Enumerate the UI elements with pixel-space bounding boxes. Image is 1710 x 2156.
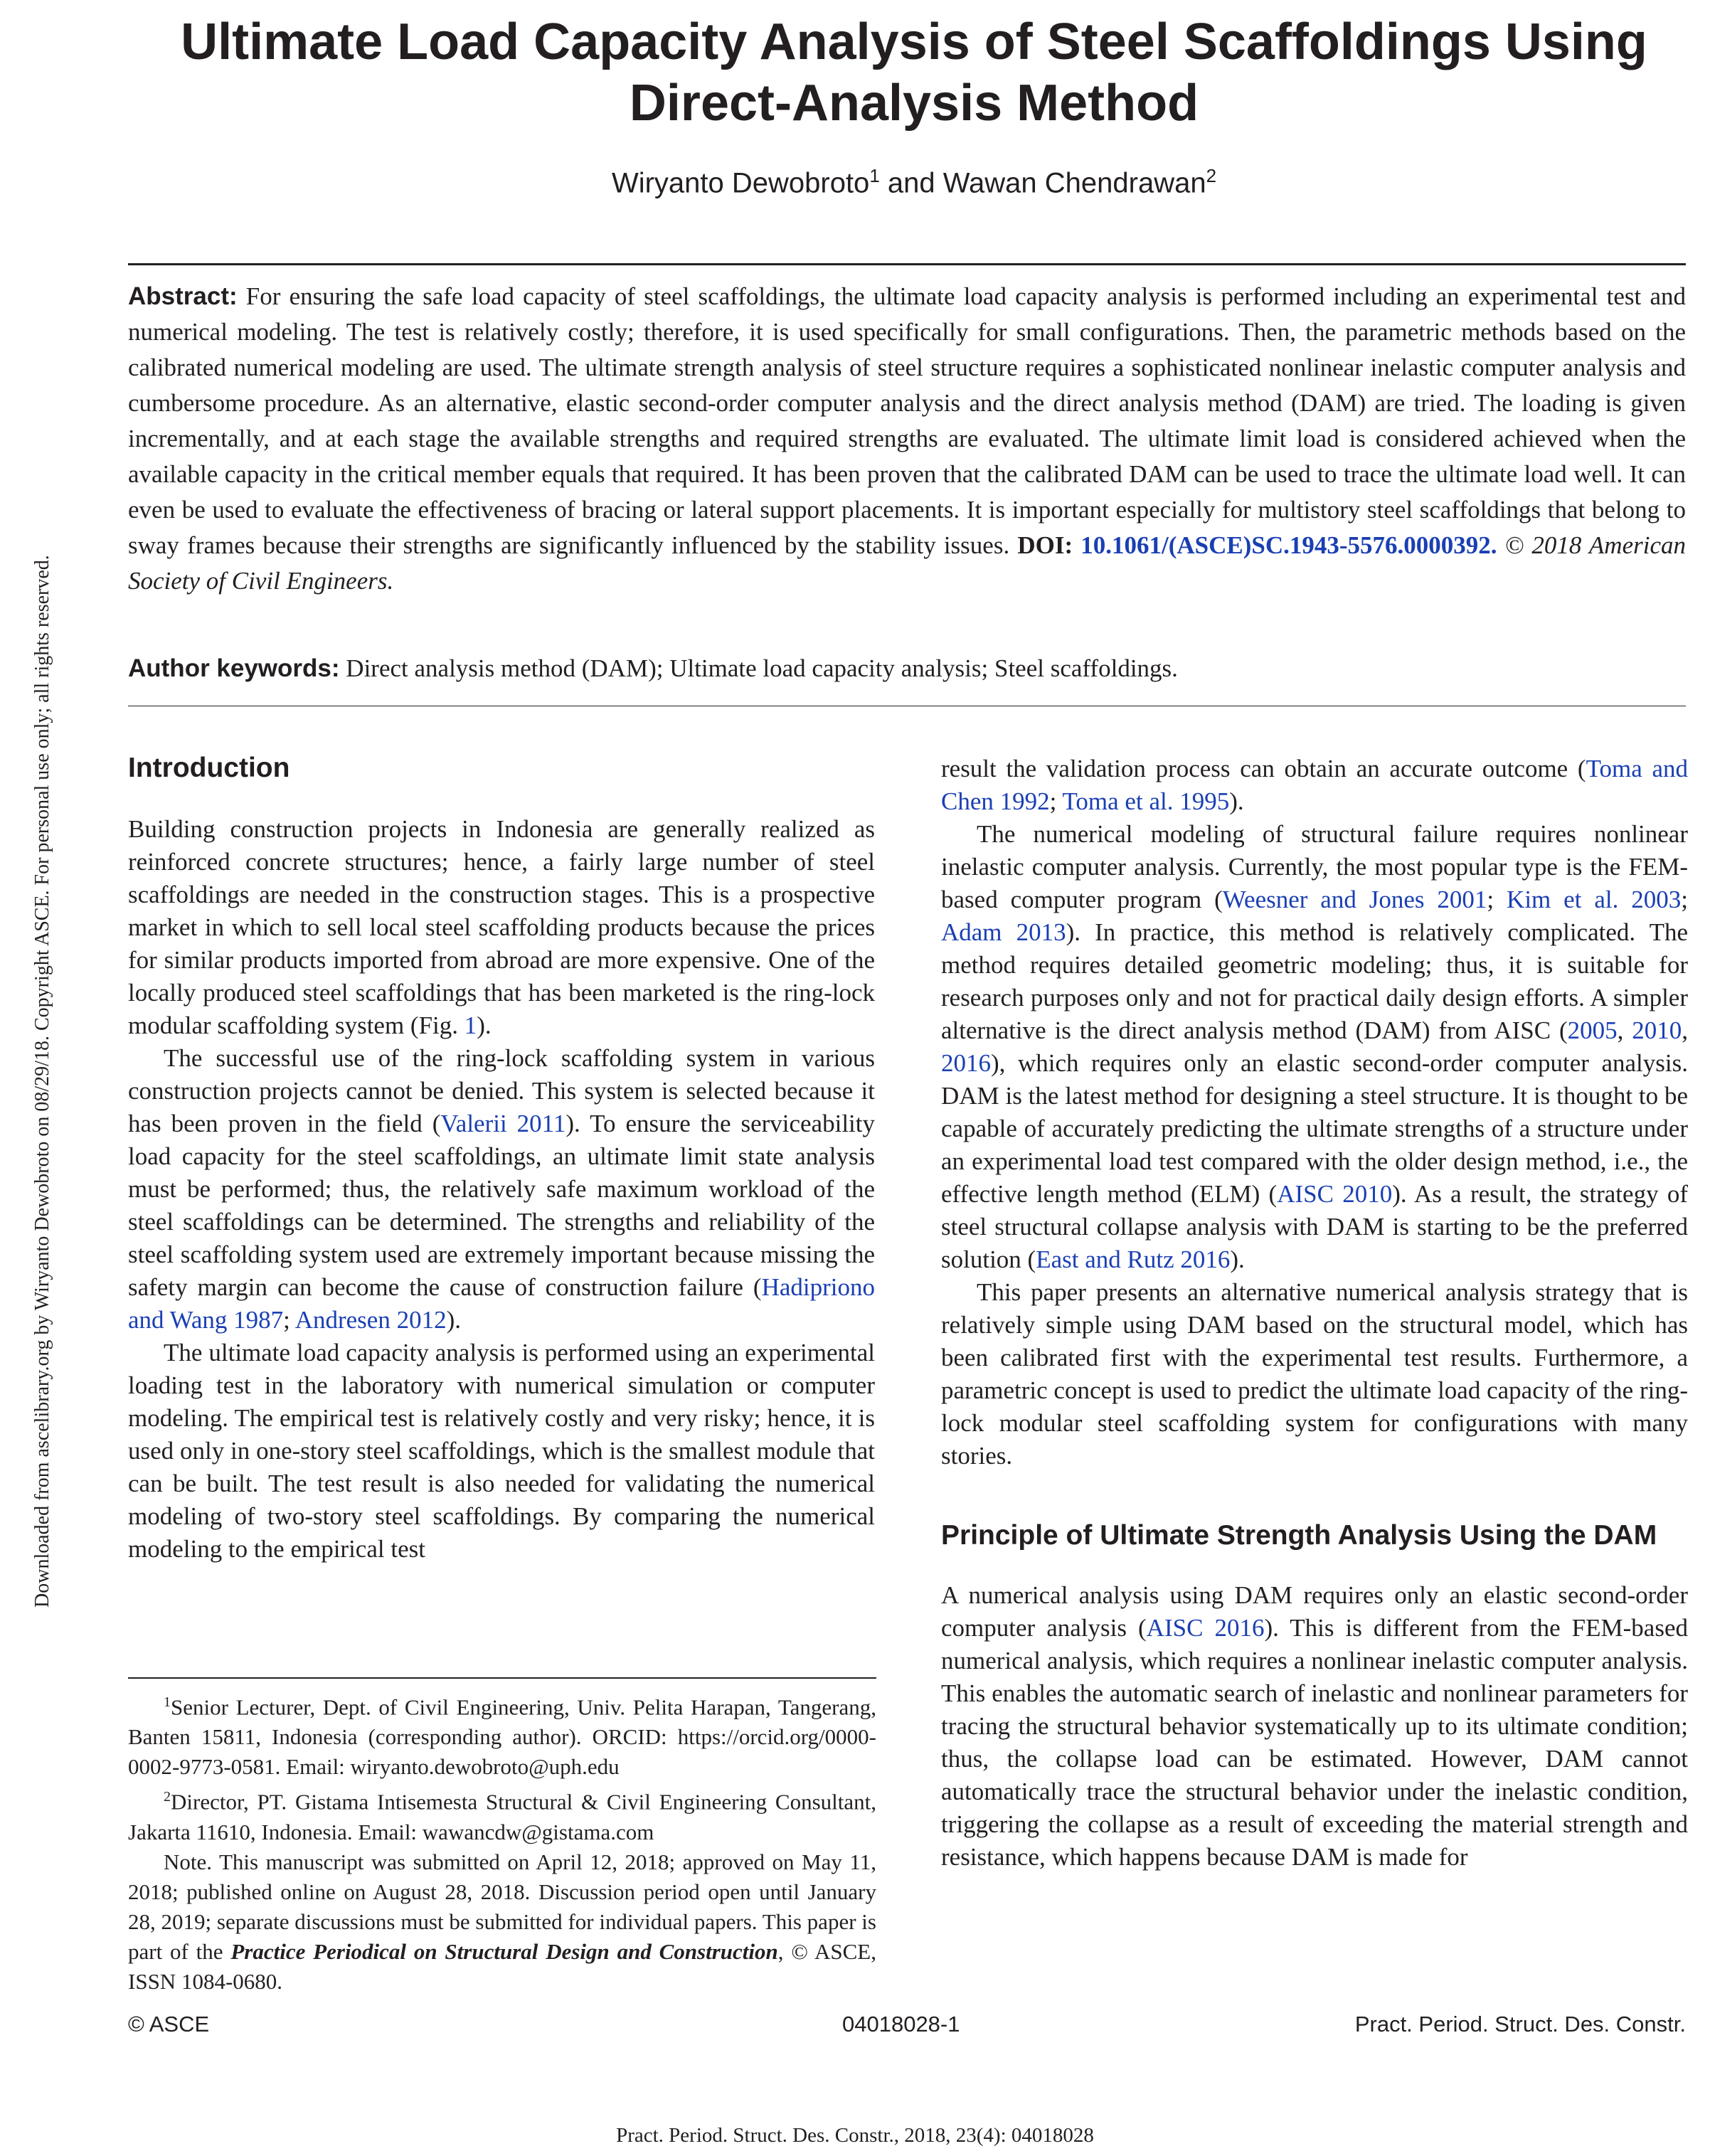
affiliation-marker: 2 [1206,165,1217,186]
paragraph-text: ). This is different from the FEM-based numerical analysis, which requires a nonlinear inelastic computer analysis. This enables the automatic search of inelastic and nonlinear parameters for tracing the structural behavior systematically up to its ultimate condition; thus, the collapse load can be estimated. However, DAM cannot automatically trace the structural behavior under the inelastic condition, triggering the collapse as a result of exceeding the material strength and resistance, which happens because DAM is made for [941,1614,1688,1871]
footnote-marker: 2 [164,1789,171,1805]
citation-link[interactable]: AISC 2016 [1146,1614,1265,1642]
abstract-label: Abstract: [128,282,238,310]
paragraph-text: ). As a result, the strategy of steel structural collapse analysis with DAM is starting to be the preferred solution ( [941,1180,1689,1273]
figure-link[interactable]: 1 [464,1011,477,1039]
right-column [941,753,1688,1874]
paragraph-text: A numerical analysis using DAM requires only an elastic second-order computer analysis ( [941,1581,1688,1642]
paragraph-text: ; [1049,787,1063,815]
paragraph-text: , [1682,1016,1688,1044]
manuscript-note [128,1847,876,1997]
download-notice: Downloaded from ascelibrary.org by Wiryanto Dewobroto on 08/29/18. Copyright ASCE. For personal use only; all rights reserved. [31,555,53,1608]
header-divider [128,263,1686,265]
abstract [128,279,1686,599]
author-keywords [128,651,1686,686]
paragraph-text: The successful use of the ring-lock scaffolding system in various construction projects cannot be denied. This system is selected because it has been proven in the field ( [128,1044,875,1137]
citation-link[interactable]: Weesner and Jones 2001 [1222,886,1487,913]
footer-page-number: 04018028-1 [842,2012,960,2036]
paragraph [941,753,1688,818]
author-line [107,165,1710,199]
paragraph-text: ). [477,1011,492,1039]
paragraph-text: ). To ensure the serviceability load capacity for the steel scaffoldings, an ultimate limit state analysis must be performed; thus, the relatively safe maximum workload of the steel scaffoldings can be determined. The strengths and reliability of the steel scaffolding system used are extremely important because missing the safety margin can become the cause of construction failure ( [128,1110,875,1301]
citation-link[interactable]: Toma and Chen 1992 [941,755,1688,815]
citation-link[interactable]: 2016 [941,1049,991,1077]
author-name: Wawan Chendrawan [942,167,1206,199]
footnote-text: Director, PT. Gistama Intisemesta Structural & Civil Engineering Consultant, Jakarta 11610, Indonesia. Email: wawancdw@gistama.com [128,1789,876,1844]
footnote [128,1782,876,1847]
citation-link[interactable]: East and Rutz 2016 [1036,1246,1231,1273]
paragraph-text: ). [1230,1246,1245,1273]
paragraph-text: Building construction projects in Indonesia are generally realized as reinforced concrete structures; hence, a fairly large number of steel scaffoldings are needed in the construction stages. This is a prospective market in which to sell local steel scaffolding products because the prices for similar products imported from abroad are more expensive. One of the locally produced steel scaffoldings that has been marketed is the ring-lock modular scaffolding system (Fig. [128,815,875,1039]
author-conjunction: and [879,167,943,199]
paragraph-text: ; [1487,886,1507,913]
footer-publisher: © ASCE [128,2012,210,2036]
citation-link[interactable]: Kim et al. 2003 [1507,886,1682,913]
journal-name: Practice Periodical on Structural Design and Construction [230,1938,778,1964]
citation-line: Pract. Period. Struct. Des. Constr., 2018, 23(4): 04018028 [616,2124,1094,2147]
paragraph-text: ; [1681,886,1688,913]
left-column [128,750,875,1566]
section-heading-principle: Principle of Ultimate Strength Analysis Using the DAM [941,1520,1657,1551]
keywords-text: Direct analysis method (DAM); Ultimate load capacity analysis; Steel scaffoldings. [339,654,1178,682]
footnote [128,1687,876,1782]
footnote-marker: 1 [164,1694,171,1710]
paragraph-text: ). In practice, this method is relatively complicated. The method requires detailed geometric modeling; thus, it is suitable for research purposes only and not for practical daily design efforts. A simpler alternative is the direct analysis method (DAM) from AISC ( [941,918,1688,1044]
paragraph [941,818,1688,1276]
keywords-label: Author keywords: [128,654,340,682]
note-text: , © ASCE, ISSN 1084-0680. [128,1938,876,1994]
citation-link[interactable]: Valerii 2011 [440,1110,566,1137]
paragraph-text: ). [1229,787,1244,815]
citation-link[interactable]: 2010 [1632,1016,1682,1044]
paragraph-text: ; [283,1306,295,1334]
affiliation-marker: 1 [869,165,880,186]
citation-link[interactable]: Adam 2013 [941,918,1066,946]
paper-title: Ultimate Load Capacity Analysis of Steel Scaffoldings Using Direct-Analysis Method [181,14,1647,132]
paragraph [128,813,875,1042]
citation-link[interactable]: Andresen 2012 [294,1306,447,1334]
footnote-divider [128,1677,876,1679]
section-heading-introduction: Introduction [128,753,290,783]
footer-journal: Pract. Period. Struct. Des. Constr. [1354,2012,1686,2036]
paragraph-text: The numerical modeling of structural failure requires nonlinear inelastic computer analysis. Currently, the most popular type is the FEM-based computer program ( [941,820,1688,913]
paragraph-text: result the validation process can obtain an accurate outcome ( [941,755,1586,782]
paragraph [128,1042,875,1337]
paragraph-text: ), which requires only an elastic second-order computer analysis. DAM is the latest method for designing a steel structure. It is thought to be capable of accurately predicting the ultimate strengths of a structure under an experimental load test compared with the older design method, i.e., the effective length method (ELM) ( [941,1049,1688,1208]
footnote-text: Senior Lecturer, Dept. of Civil Engineering, Univ. Pelita Harapan, Tangerang, Banten 15811, Indonesia (corresponding author). ORCID: https://orcid.org/0000-0002-9773-0581. Email: wiryanto.dewobroto@uph.edu [128,1694,876,1780]
citation-link[interactable]: AISC 2010 [1277,1180,1393,1208]
paragraph [941,1579,1688,1874]
note-text: Note. This manuscript was submitted on April 12, 2018; approved on May 11, 2018; published online on August 28, 2018. Discussion period open until January 28, 2019; separate discussions must be submitted for individual papers. This paper is part of the [128,1849,876,1964]
author-name: Wiryanto Dewobroto [611,167,870,199]
abstract-text: For ensuring the safe load capacity of steel scaffoldings, the ultimate load capacity analysis is performed including an experimental test and numerical modeling. The test is relatively costly; therefore, it is used specifically for small configurations. Then, the parametric methods based on the calibrated numerical modeling are used. The ultimate strength analysis of steel structure requires a sophisticated nonlinear inelastic computer analysis and cumbersome procedure. As an alternative, elastic second-order computer analysis and the direct analysis method (DAM) are tried. The loading is given incrementally, and at each stage the available strengths and required strengths are evaluated. The ultimate limit load is considered achieved when the available capacity in the critical member equals that required. It has been proven that the calibrated DAM can be used to trace the ultimate load well. It can even be used to evaluate the effectiveness of bracing or lateral support placements. It is important especially for multistory steel scaffoldings that belong to sway frames because their strengths are significantly influenced by the stability issues. [128,282,1686,559]
paragraph: The ultimate load capacity analysis is performed using an experimental loading test in the laboratory with numerical simulation or computer modeling. The empirical test is relatively costly and very risky; hence, it is used only in one-story steel scaffoldings, which is the smallest module that can be built. The test result is also needed for validating the numerical modeling of two-story steel scaffoldings. By comparing the numerical modeling to the empirical test [128,1339,875,1563]
copyright-notice: © 2018 American Society of Civil Engineers. [128,531,1686,595]
doi-link[interactable]: 10.1061/(ASCE)SC.1943-5576.0000392. [1080,531,1497,559]
citation-link[interactable]: 2005 [1567,1016,1618,1044]
paragraph-text: ). [446,1306,461,1334]
paragraph-text: , [1617,1016,1632,1044]
citation-link[interactable]: Toma et al. 1995 [1062,787,1230,815]
paragraph: This paper presents an alternative numerical analysis strategy that is relatively simple using DAM based on the structural model, which has been calibrated first with the experimental test results. Furthermore, a parametric concept is used to predict the ultimate load capacity of the ring-lock modular steel scaffolding system for configurations with many stories. [941,1278,1688,1470]
footnotes [128,1687,876,1997]
doi-label: DOI: [1017,531,1073,559]
citation-link[interactable]: Hadipriono and Wang 1987 [128,1273,875,1334]
